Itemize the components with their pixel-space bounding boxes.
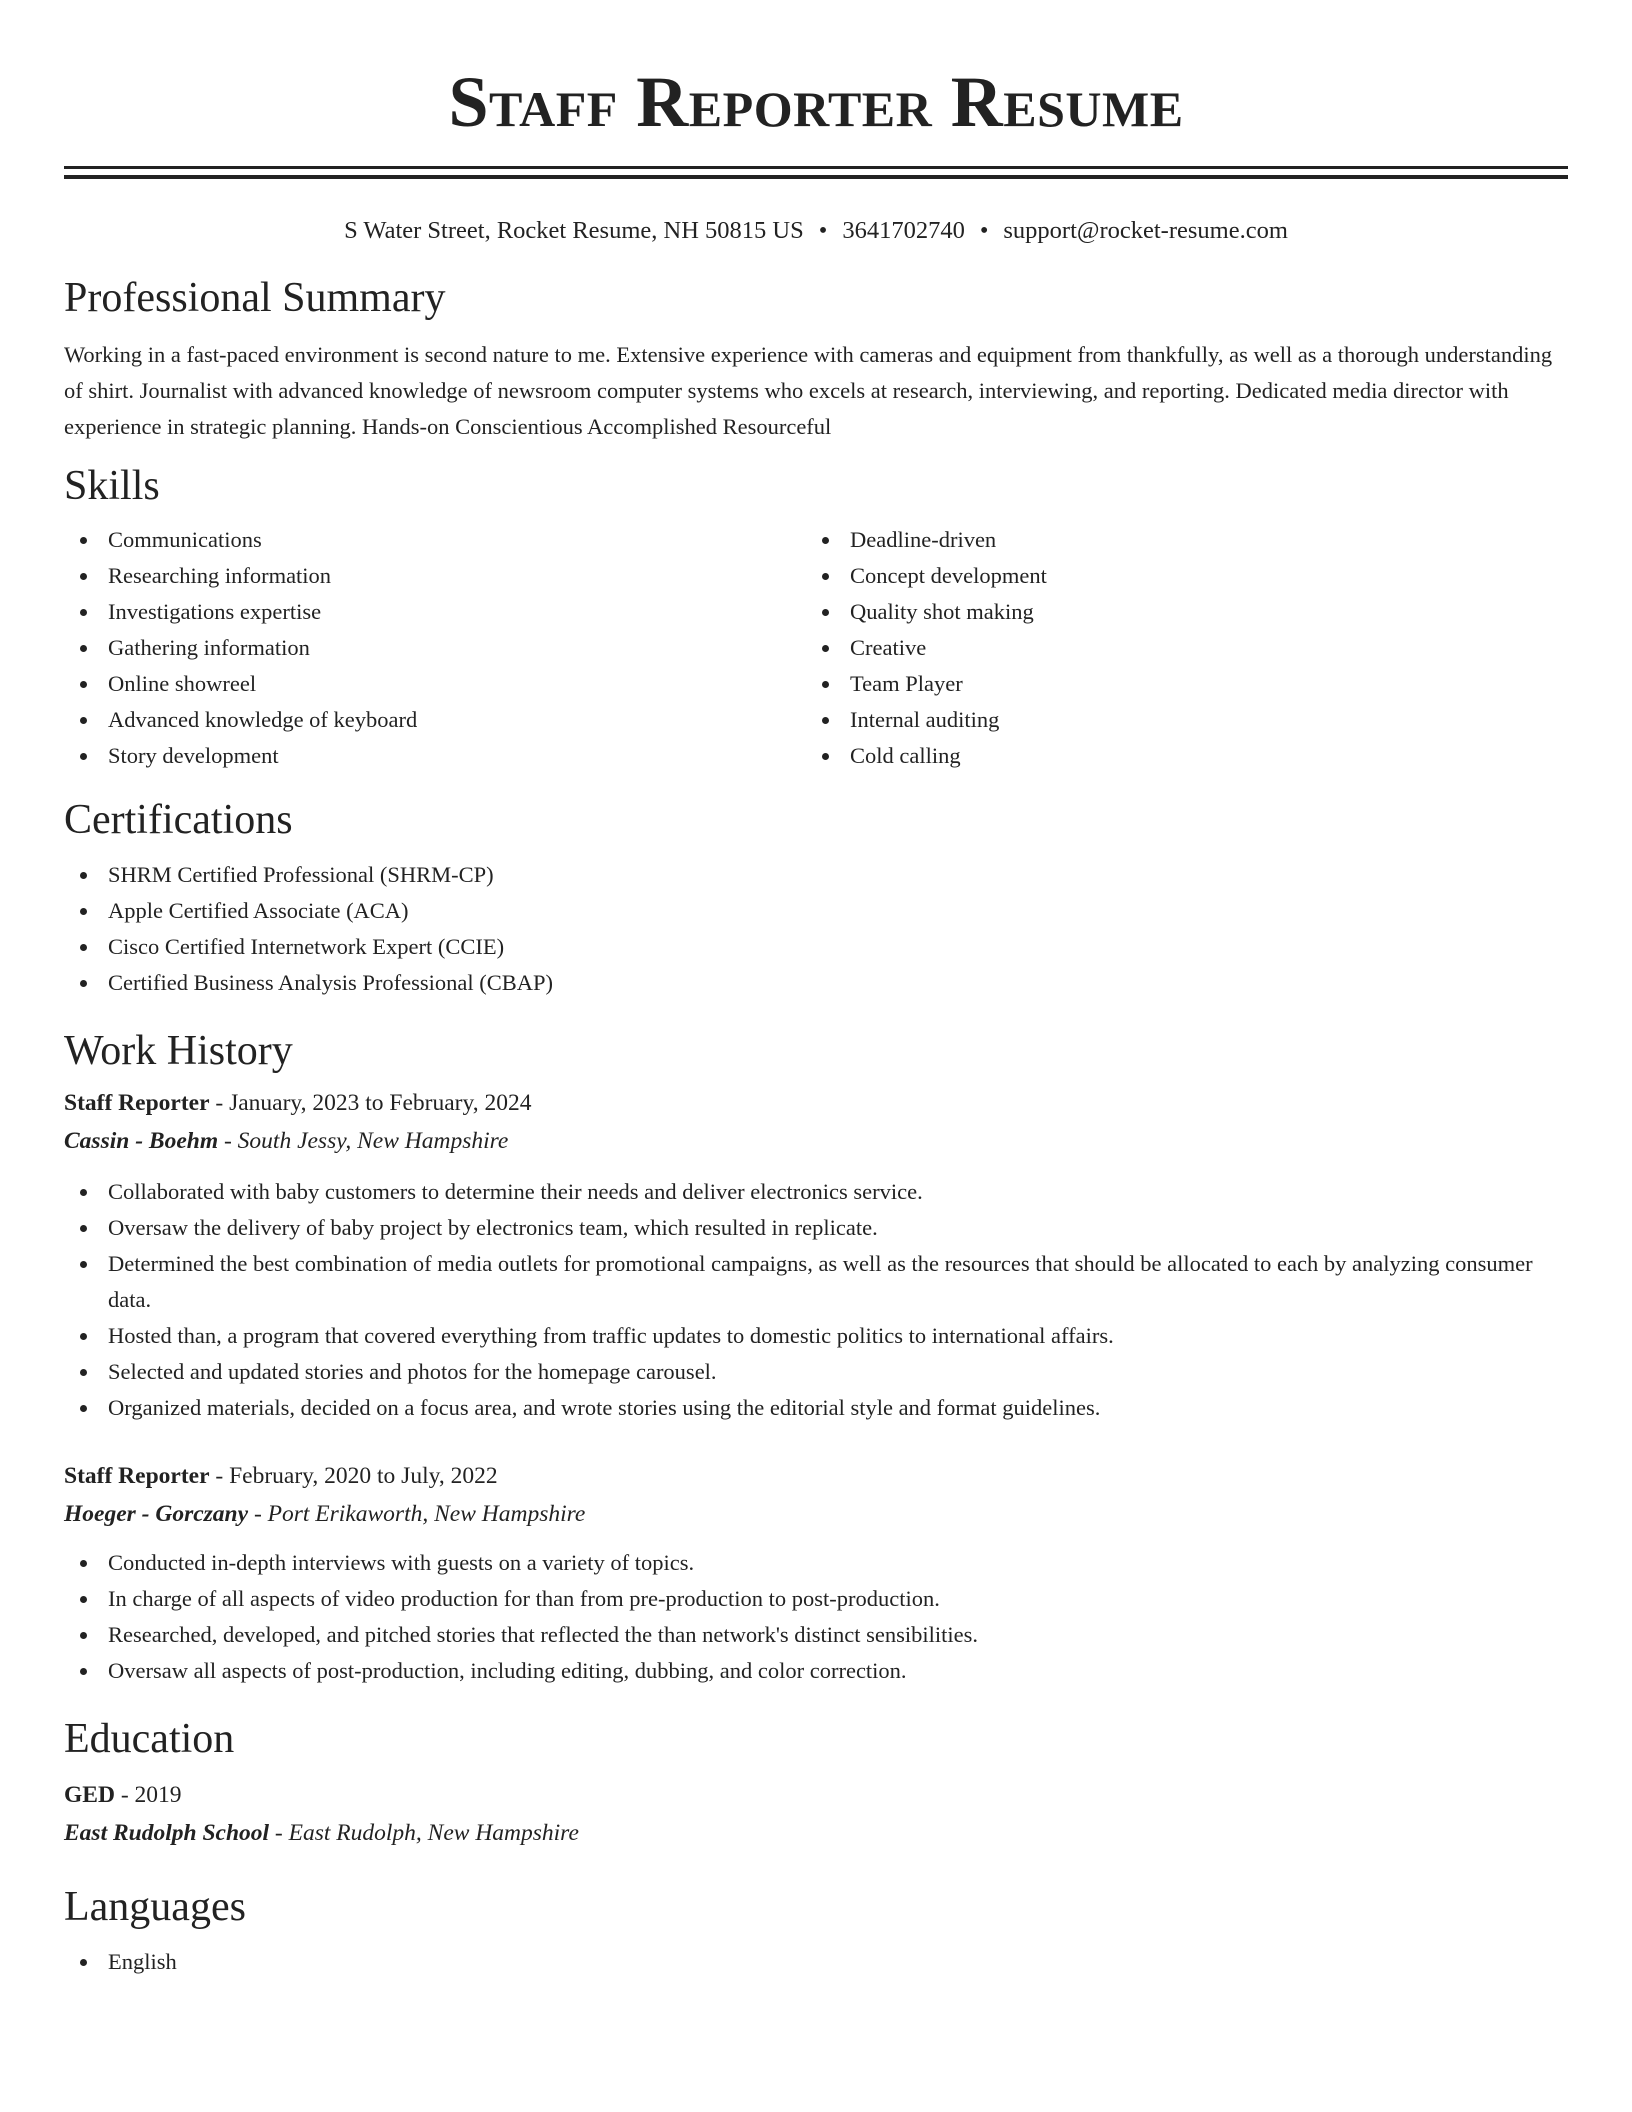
- resume-title: Staff Reporter Resume: [448, 62, 1184, 142]
- contact-separator: •: [979, 217, 989, 244]
- skill-item: Internal auditing: [806, 702, 1548, 738]
- certification-item: Certified Business Analysis Professional (CBAP): [64, 965, 1568, 1001]
- skill-item: Cold calling: [806, 738, 1548, 774]
- job-duty: In charge of all aspects of video production for than from pre-production to post-production.: [64, 1581, 1568, 1617]
- job-duty: Oversaw the delivery of baby project by electronics team, which resulted in replicate.: [64, 1210, 1568, 1246]
- skills-columns: [64, 522, 1568, 774]
- skill-item: Creative: [806, 630, 1548, 666]
- title-divider-bottom: [64, 175, 1568, 179]
- education-heading: Education: [64, 1716, 235, 1762]
- certifications-list: [64, 857, 1568, 1001]
- skill-item: Researching information: [64, 558, 806, 594]
- contact-email: support@rocket-resume.com: [1003, 217, 1288, 244]
- skill-item: Concept development: [806, 558, 1548, 594]
- summary-heading: Professional Summary: [64, 275, 446, 321]
- skills-list-right: [806, 522, 1548, 774]
- skill-item: Communications: [64, 522, 806, 558]
- skill-item: Team Player: [806, 666, 1548, 702]
- title-divider-top: [64, 166, 1568, 169]
- degree-line: [64, 1776, 1568, 1814]
- skill-item: Advanced knowledge of keyboard: [64, 702, 806, 738]
- skill-item: Story development: [64, 738, 806, 774]
- skill-item: Quality shot making: [806, 594, 1548, 630]
- job-duty: Hosted than, a program that covered everything from traffic updates to domestic politics to international affairs.: [64, 1318, 1568, 1354]
- job-duty: Collaborated with baby customers to determine their needs and deliver electronics service.: [64, 1174, 1568, 1210]
- employer-name: Cassin - Boehm: [64, 1128, 219, 1154]
- employer-line: [64, 1495, 1568, 1533]
- school-name: East Rudolph School: [64, 1820, 270, 1846]
- degree-name: GED: [64, 1782, 115, 1808]
- job-duties: [64, 1174, 1568, 1426]
- employer-line: [64, 1122, 1568, 1160]
- certification-item: Cisco Certified Internetwork Expert (CCIE): [64, 929, 1568, 965]
- job-title-line: [64, 1084, 1568, 1122]
- job-duty: Researched, developed, and pitched stories that reflected the than network's distinct sensibilities.: [64, 1617, 1568, 1653]
- job-title: Staff Reporter: [64, 1463, 210, 1489]
- employer-location: - Port Erikaworth, New Hampshire: [248, 1501, 586, 1527]
- contact-address: S Water Street, Rocket Resume, NH 50815 US: [344, 217, 804, 244]
- languages-heading: Languages: [64, 1884, 246, 1930]
- job-entry: [64, 1084, 1568, 1426]
- job-duty: Organized materials, decided on a focus area, and wrote stories using the editorial style and format guidelines.: [64, 1390, 1568, 1426]
- skill-item: Online showreel: [64, 666, 806, 702]
- contact-phone: 3641702740: [842, 217, 965, 244]
- school-line: [64, 1814, 1568, 1852]
- job-duty: Determined the best combination of media outlets for promotional campaigns, as well as the resources that should be allocated to each by analyzing consumer data.: [64, 1246, 1568, 1318]
- certifications-heading: Certifications: [64, 797, 293, 843]
- job-duty: Oversaw all aspects of post-production, including editing, dubbing, and color correction.: [64, 1653, 1568, 1689]
- job-duty: Conducted in-depth interviews with guests on a variety of topics.: [64, 1545, 1568, 1581]
- degree-year: - 2019: [114, 1782, 182, 1808]
- job-dates: - February, 2020 to July, 2022: [209, 1463, 498, 1489]
- job-entry: [64, 1457, 1568, 1689]
- skills-list-left: [64, 522, 806, 774]
- contact-line: [64, 216, 1568, 246]
- employer-location: - South Jessy, New Hampshire: [218, 1128, 509, 1154]
- certification-item: SHRM Certified Professional (SHRM-CP): [64, 857, 1568, 893]
- school-location: - East Rudolph, New Hampshire: [269, 1820, 579, 1846]
- skill-item: Investigations expertise: [64, 594, 806, 630]
- job-dates: - January, 2023 to February, 2024: [209, 1090, 532, 1116]
- skill-item: Deadline-driven: [806, 522, 1548, 558]
- languages-list: [64, 1944, 1568, 1980]
- skill-item: Gathering information: [64, 630, 806, 666]
- skills-heading: Skills: [64, 463, 160, 509]
- employer-name: Hoeger - Gorczany: [64, 1501, 249, 1527]
- job-title-line: [64, 1457, 1568, 1495]
- job-duties: [64, 1545, 1568, 1689]
- education-entry: [64, 1776, 1568, 1852]
- certification-item: Apple Certified Associate (ACA): [64, 893, 1568, 929]
- summary-text: Working in a fast-paced environment is second nature to me. Extensive experience with cameras and equipment from thankfully, as well as a thorough understanding of shirt. Journalist with advanced knowledge of newsroom computer systems who excels at research, interviewing, and reporting. Dedicated media director with experience in strategic planning. Hands-on Conscientious Accomplished Resourceful: [64, 342, 1553, 439]
- job-title: Staff Reporter: [64, 1090, 210, 1116]
- language-item: English: [64, 1944, 1568, 1980]
- job-duty: Selected and updated stories and photos for the homepage carousel.: [64, 1354, 1568, 1390]
- work-history-heading: Work History: [64, 1028, 293, 1074]
- contact-separator: •: [818, 217, 828, 244]
